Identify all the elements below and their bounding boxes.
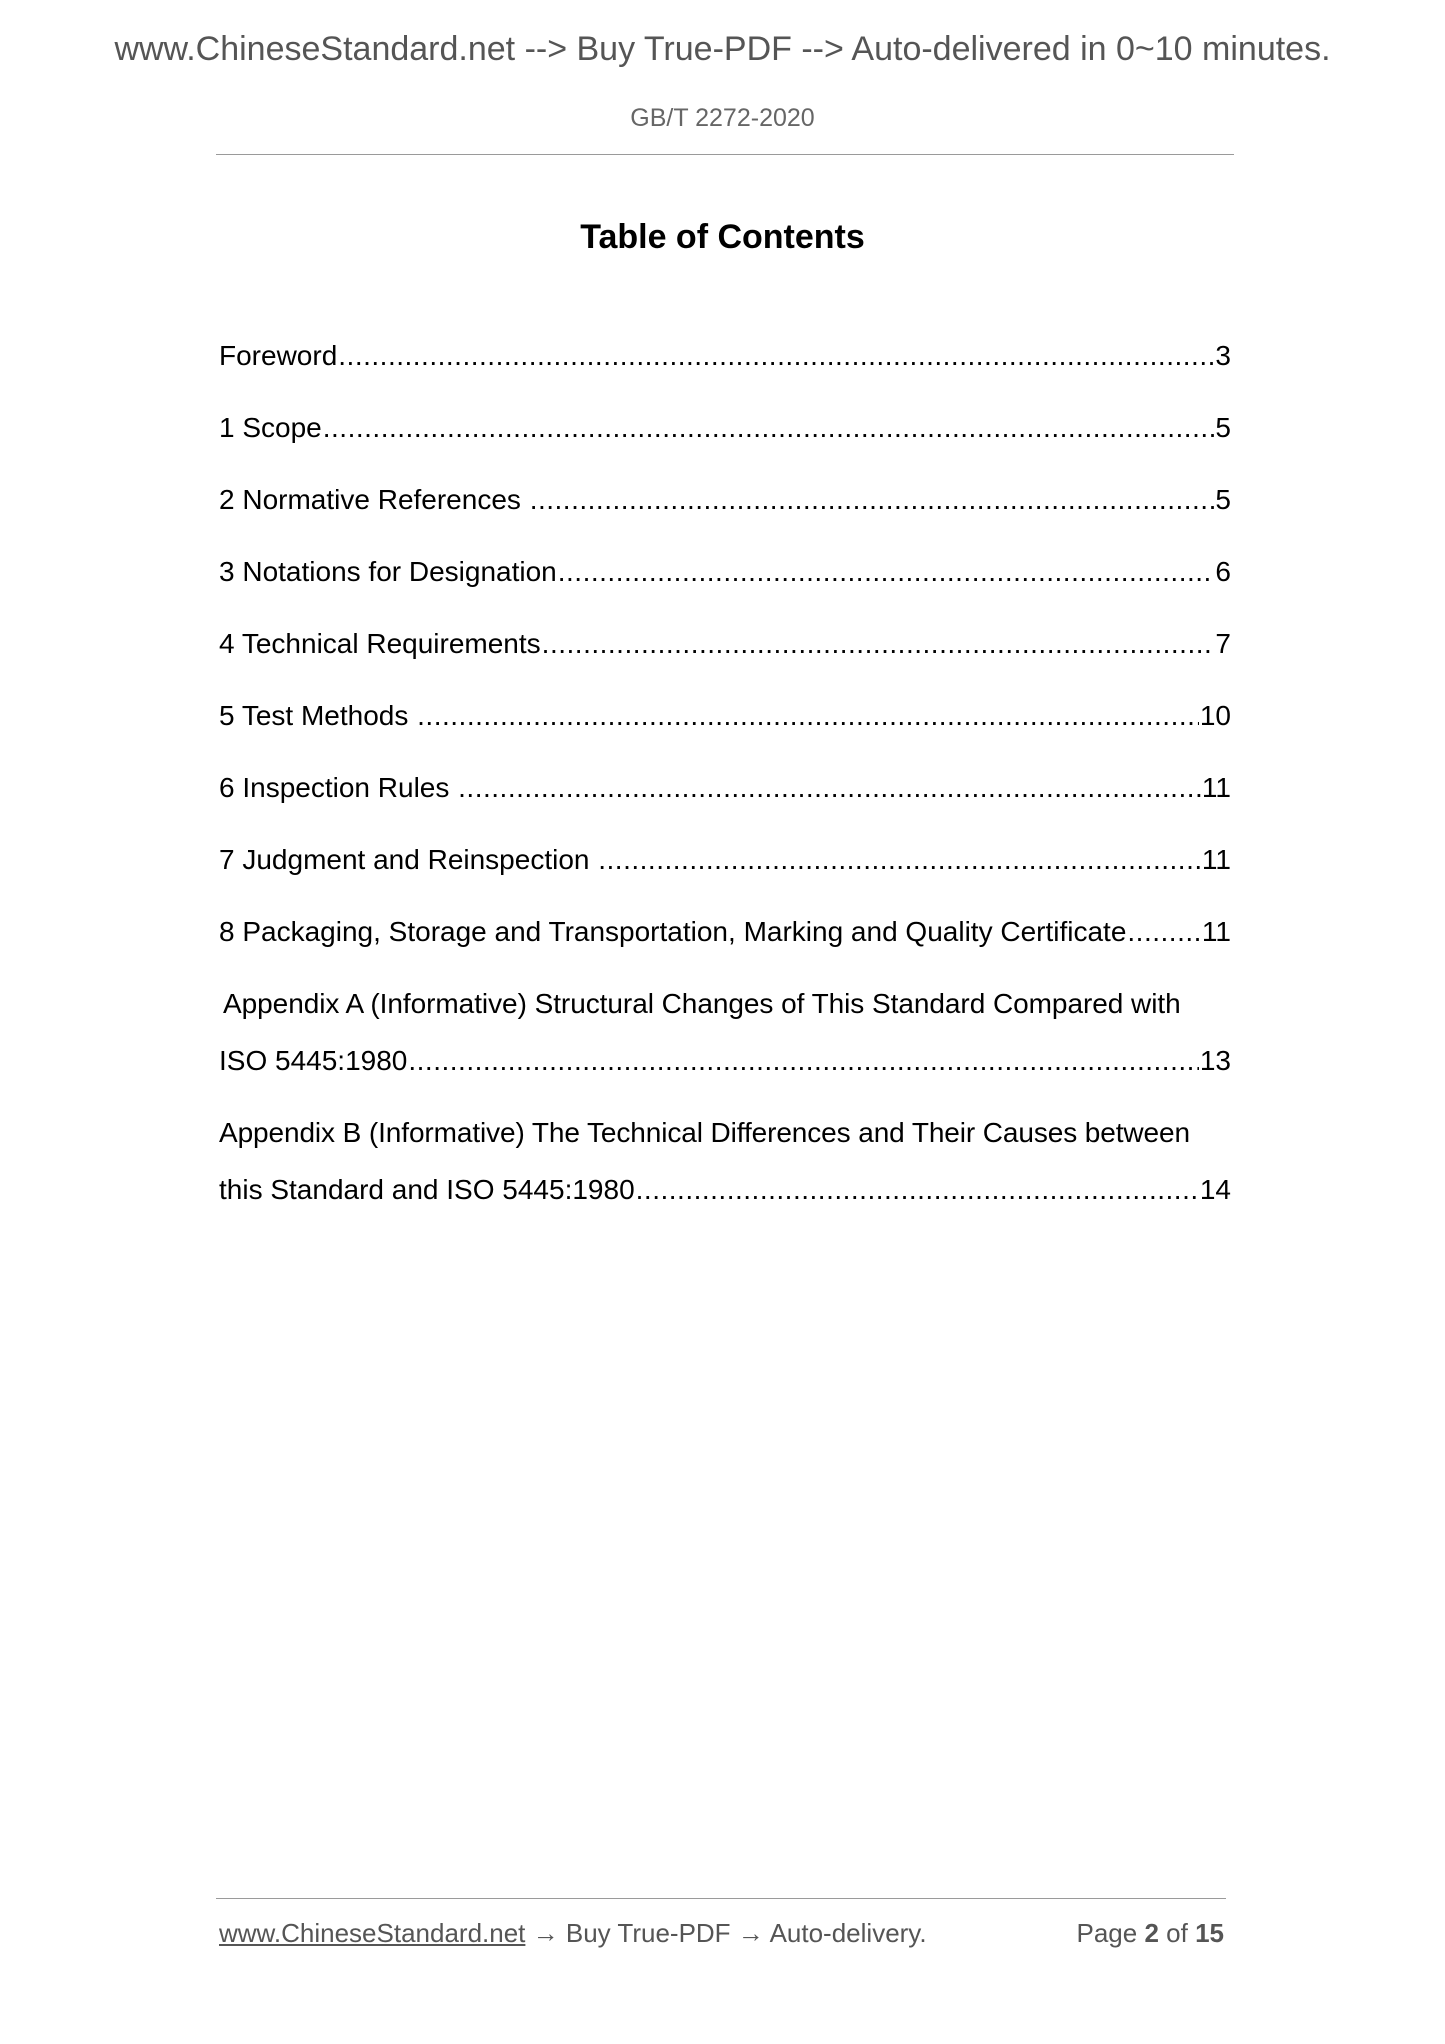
footer-divider [216,1898,1226,1899]
site-banner: www.ChineseStandard.net --> Buy True-PDF --> Auto-delivered in 0~10 minutes. [114,30,1331,68]
page-indicator [1076,1918,1224,1949]
toc-entry-label: 6 Inspection Rules [219,772,458,803]
toc-page-number: 10 [1199,700,1231,731]
page-footer [219,1918,1224,1949]
toc-entry-label-continued: ISO 5445:1980 [219,1045,408,1076]
toc-entry-packaging[interactable] [219,910,1231,982]
current-page-number: 2 [1144,1918,1159,1948]
toc-entry-label: 2 Normative References [219,484,529,515]
toc-entry-test-methods[interactable] [219,694,1231,766]
toc-leader-dots [458,766,1201,810]
toc-page-number: 3 [1215,340,1231,371]
toc-page-number: 11 [1201,916,1231,947]
toc-page-number: 11 [1201,844,1231,875]
toc-page-number: 7 [1215,628,1231,659]
footer-tagline: → Buy True-PDF → Auto-delivery. [525,1918,927,1948]
toc-entry-label: Appendix B (Informative) The Technical Differences and Their Causes between [219,1117,1190,1148]
toc-entry-label: 1 Scope [219,412,322,443]
toc-entry-label: 4 Technical Requirements [219,628,541,659]
toc-entry-label: 3 Notations for Designation [219,556,557,587]
toc-leader-dots [558,550,1215,594]
toc-entry-label: 5 Test Methods [219,700,417,731]
page-label: Page [1076,1918,1138,1948]
page-of-label: of [1166,1918,1188,1948]
toc-entry-label: 8 Packaging, Storage and Transportation, Marking and Quality Certificate [219,916,1127,947]
toc-page-number: 13 [1199,1045,1231,1076]
toc-leader-dots [598,838,1201,882]
toc-leader-dots [417,694,1199,738]
toc-entry-foreword[interactable] [219,334,1231,406]
toc-entry-scope[interactable] [219,406,1231,478]
footer-site-link[interactable]: www.ChineseStandard.net [219,1918,526,1948]
toc-page-number: 14 [1199,1174,1231,1205]
toc-leader-dots [530,478,1215,522]
total-page-count: 15 [1195,1918,1224,1948]
page-title: Table of Contents [580,218,865,256]
toc-entry-notations[interactable] [219,550,1231,622]
toc-page-number: 6 [1215,556,1231,587]
toc-page-number: 11 [1201,772,1231,803]
footer-promo [219,1918,927,1949]
toc-entry-appendix-a[interactable] [219,982,1231,1111]
toc-entry-label-continued: this Standard and ISO 5445:1980 [219,1174,635,1205]
toc-leader-dots [338,334,1214,378]
toc-entry-normative-references[interactable] [219,478,1231,550]
document-code: GB/T 2272-2020 [630,104,815,132]
toc-leader-dots [636,1168,1199,1212]
toc-entry-label: Foreword [219,340,338,371]
toc-entry-judgment[interactable] [219,838,1231,910]
toc-page-number: 5 [1215,484,1231,515]
toc-entry-appendix-b[interactable] [219,1111,1231,1240]
toc-page-number: 5 [1215,412,1231,443]
toc-entry-inspection-rules[interactable] [219,766,1231,838]
table-of-contents [219,334,1231,1240]
toc-leader-dots [323,406,1215,450]
toc-leader-dots [1127,910,1201,954]
toc-entry-label: 7 Judgment and Reinspection [219,844,598,875]
header-divider [216,154,1234,155]
toc-leader-dots [542,622,1215,666]
toc-leader-dots [408,1039,1198,1083]
toc-entry-label: Appendix A (Informative) Structural Changes of This Standard Compared with [223,988,1181,1019]
toc-entry-technical-requirements[interactable] [219,622,1231,694]
